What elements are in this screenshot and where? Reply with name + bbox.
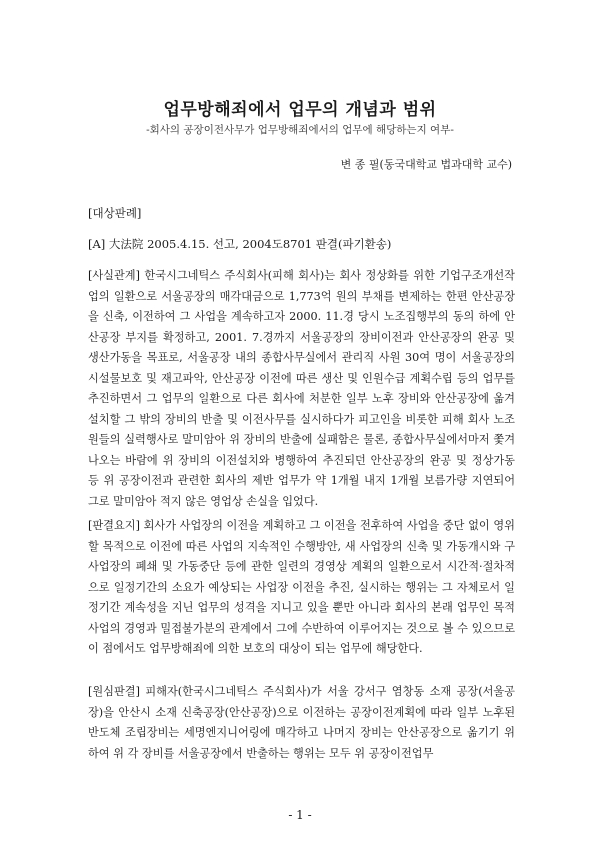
page-number: - 1 - [288, 808, 312, 822]
document-subtitle: -회사의 공장이전사무가 업무방해죄에서의 업무에 해당하는지 여부- [146, 124, 454, 136]
document-title: 업무방해죄에서 업무의 개념과 범위 [163, 100, 437, 120]
author-line: 변 종 필(동국대학교 법과대학 교수) [340, 158, 512, 171]
summary-paragraph: [판결요지] 회사가 사업장의 이전을 계획하고 그 이전을 전후하여 사업을 중단 없이 영위할 목적으로 이전에 따른 사업의 지속적인 수행방안, 새 사업장의 신축 및 가동개시와 구 사업장의 폐쇄 및 가동중단 등에 관한 일련의 경영상 계획의 일환으로서 시간적·절차적으로 일정기간의 소요가 예상되는 사업장 이전을 추진, 실시하는 행위는 그 자체로서 일정기간 계속성을 지닌 업무의 성격을 지니고 있을 뿐만 아니라 회사의 본래 업무인 목적 사업의 경영과 밀접불가분의 관계에서 그에 수반하여 이루어지는 것으로 볼 수 있으므로 이 점에서도 업무방해죄에 의한 보호의 대상이 되는 업무에 해당한다. [88, 519, 515, 655]
facts-paragraph: [사실관계] 한국시그네틱스 주식회사(피해 회사)는 회사 정상화를 위한 기업구조개선작업의 일환으로 서울공장의 매각대금으로 1,773억 원의 부채를 변제하는 한편 안산공장을 신축, 이전하여 그 사업을 계속하고자 2000. 11.경 당시 노조집행부의 동의 하에 안산공장 부지를 확정하고, 2001. 7.경까지 서울공장의 장비이전과 안산공장의 완공 및 생산가동을 목표로, 서울공장 내의 종합사무실에서 관리직 사원 30여 명이 서울공장의 시설물보호 및 재고파악, 안산공장 이전에 따른 생산 및 인원수급 계획수립 등의 업무를 추진하면서 그 업무의 일환으로 다른 회사에 처분한 일부 노후 장비와 안산공장에 옮겨 설치할 그 밖의 장비의 반출 및 이전사무를 실시하다가 피고인을 비롯한 피해 회사 노조원들의 실력행사로 말미암아 위 장비의 반출에 실패함은 물론, 종합사무실에서마저 쫓겨 나오는 바람에 위 장비의 이전설치와 병행하여 추진되던 안산공장의 완공 및 정상가동 등 위 공장이전과 관련한 회사의 제반 업무가 약 1개월 내지 1개월 보름가량 지연되어 그로 말미암아 적지 않은 영업상 손실을 입었다. [88, 269, 515, 508]
case-citation: [A] 大法院 2005.4.15. 선고, 2004도8701 판결(파기환송) [88, 237, 392, 251]
lower-court-paragraph: [원심판결] 피해자(한국시그네틱스 주식회사)가 서울 강서구 염창동 소재 공장(서울공장)을 안산시 소재 신축공장(안산공장)으로 이전하는 공장이전계획에 따라 일부 노후된 반도체 조립장비는 세명엔지니어링에 매각하고 나머지 장비는 안산공장으로 옮기기 위하여 위 각 장비를 서울공장에서 반출하는 행위는 모두 위 공장이전업무 [88, 685, 515, 760]
section-heading: [대상판례] [88, 206, 142, 220]
